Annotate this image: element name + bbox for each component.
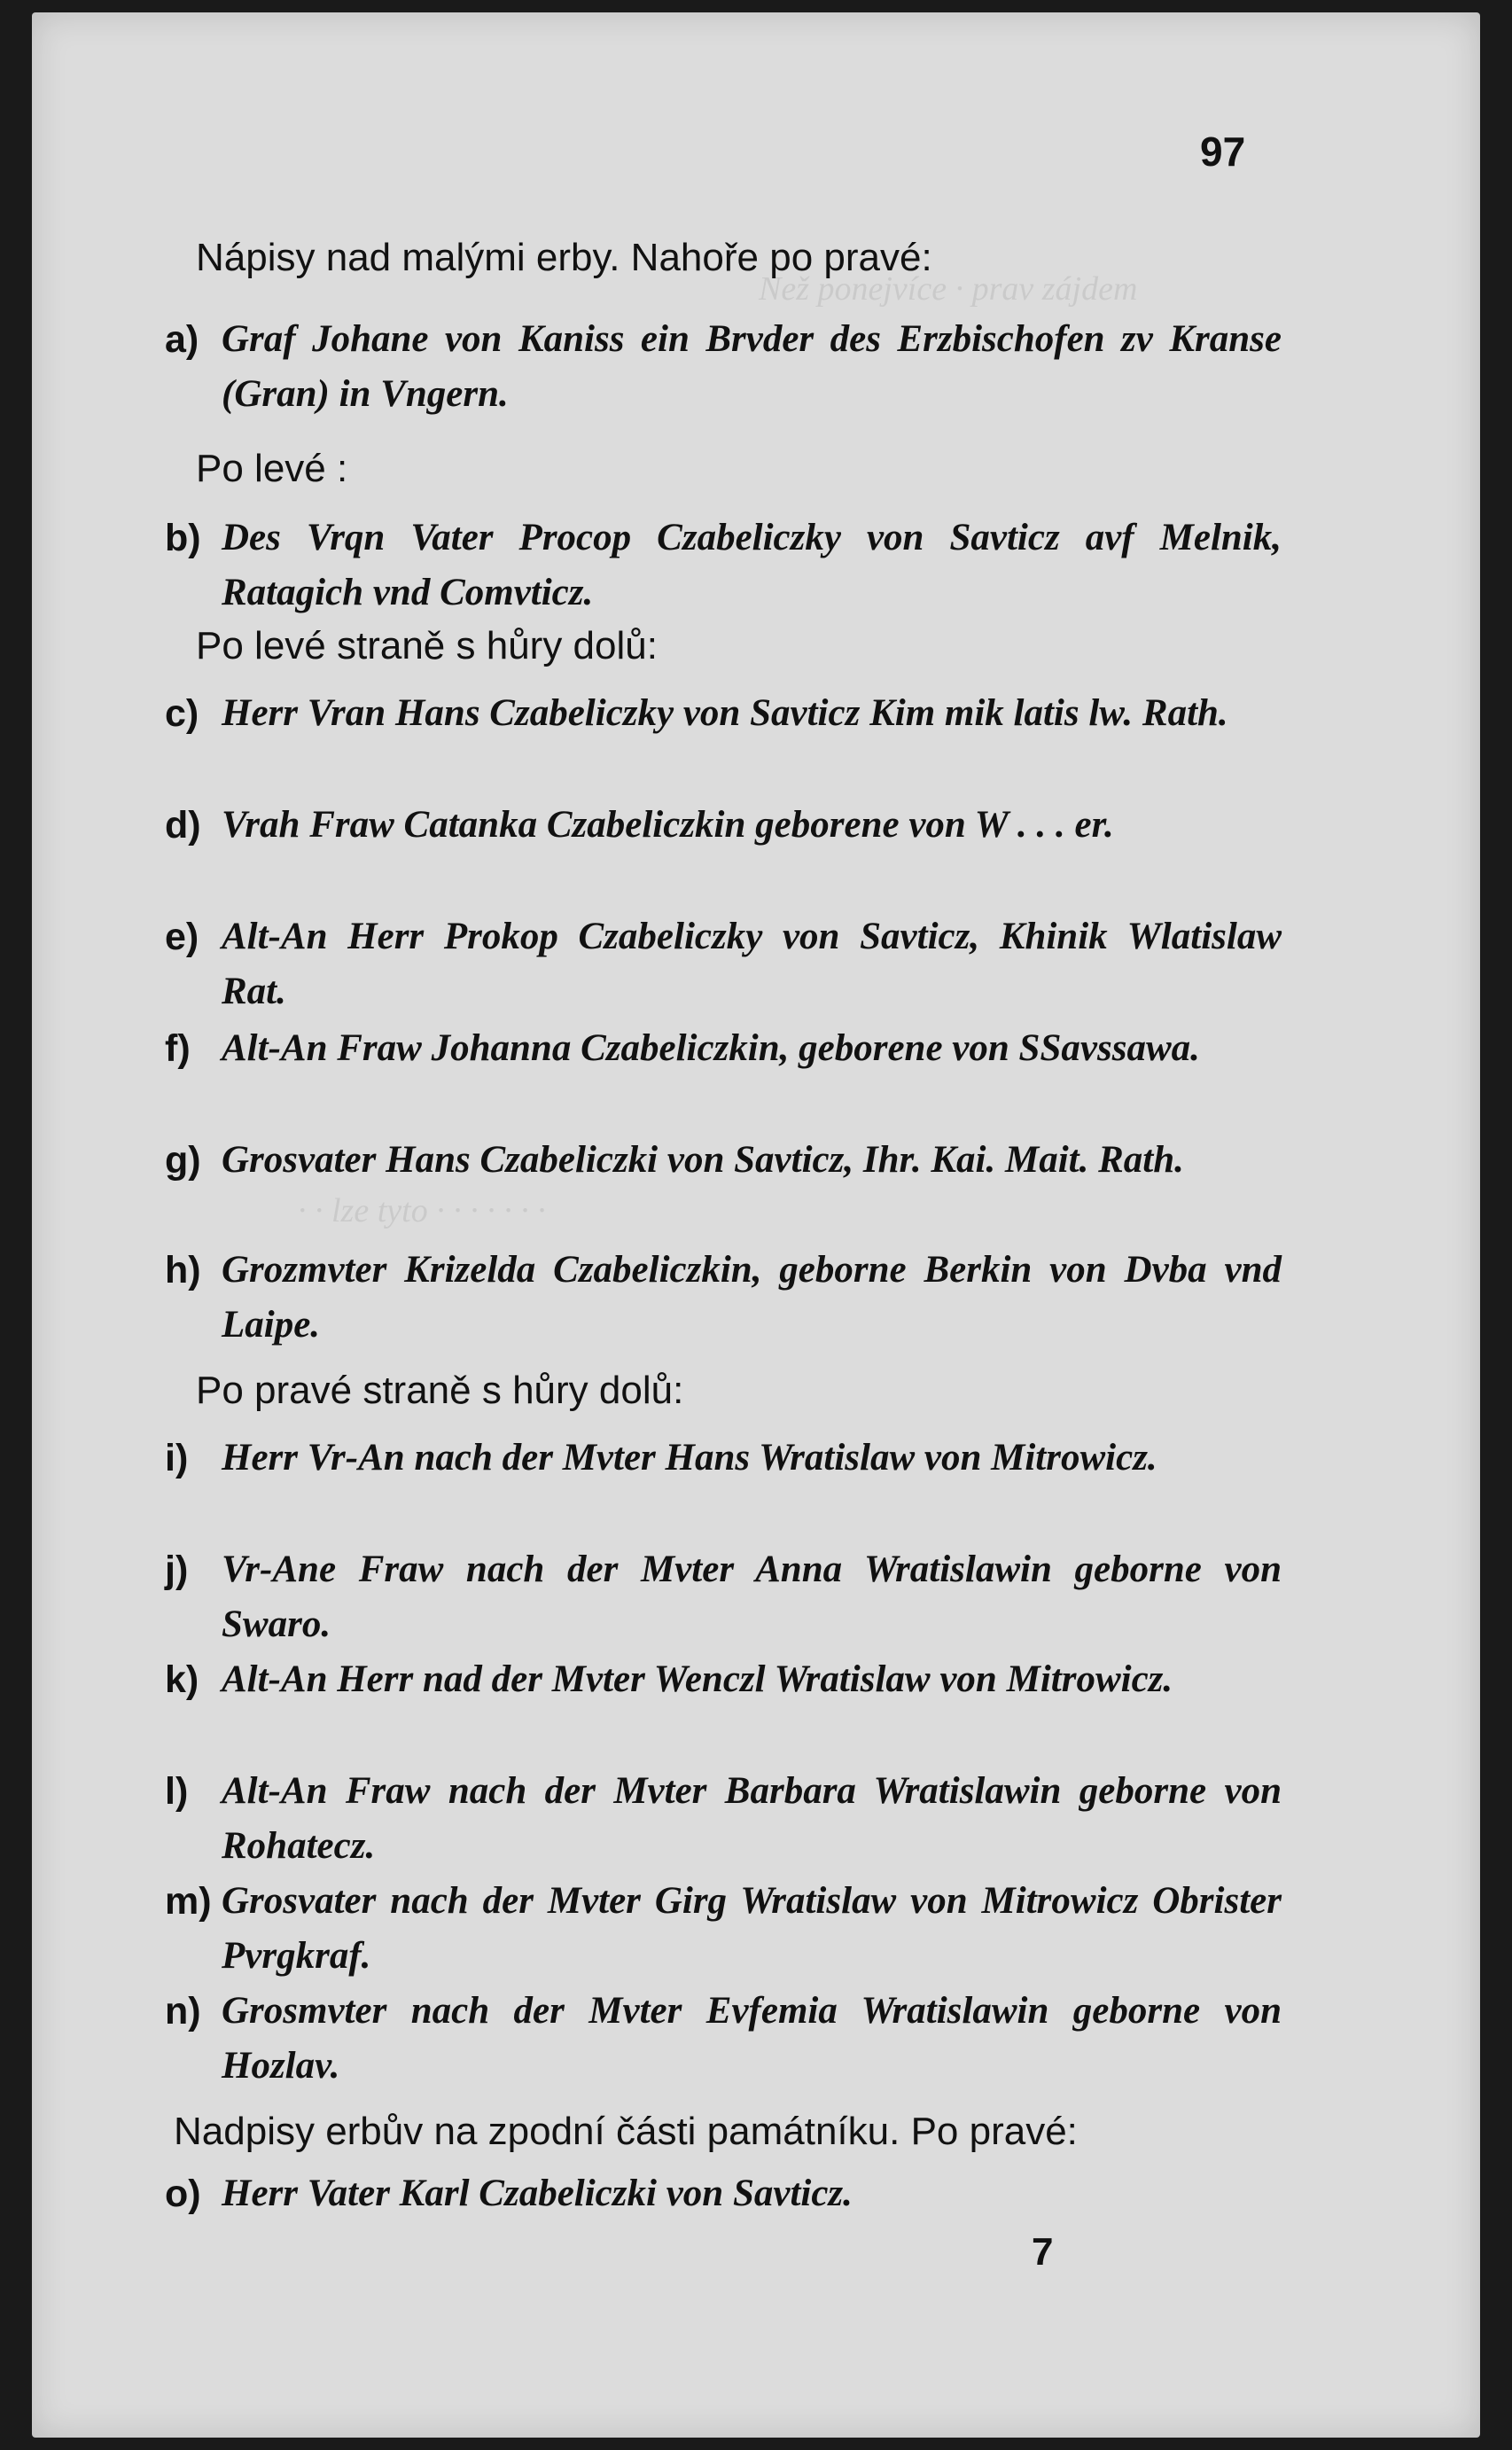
inscription-entry [165, 2166, 1282, 2221]
inscription-entry [165, 312, 1282, 422]
inscription-entry [165, 1764, 1282, 1874]
entry-text: Alt-An Fraw Johanna Czabeliczkin, geborene von SSavssawa. [222, 1027, 1200, 1069]
entry-text: Alt-An Fraw nach der Mvter Barbara Wratislawin geborne von Rohatecz. [222, 1770, 1282, 1867]
entry-letter: k) [165, 1658, 199, 1701]
bleed-through-text: · · lze tyto · · · · · · · [298, 1192, 546, 1229]
section-heading: Po levé : [196, 447, 348, 490]
entry-letter: c) [165, 692, 199, 735]
inscription-entry [165, 909, 1282, 1019]
entry-text: Vr-Ane Fraw nach der Mvter Anna Wratislawin geborne von Swaro. [222, 1549, 1282, 1645]
entry-letter: e) [165, 916, 199, 958]
entry-text: Alt-An Herr nad der Mvter Wenczl Wratislaw von Mitrowicz. [222, 1658, 1173, 1700]
entry-letter: l) [165, 1770, 189, 1813]
inscription-entry [165, 1021, 1282, 1076]
entry-letter: f) [165, 1027, 191, 1070]
entry-letter: d) [165, 804, 201, 847]
entry-text: Grosvater nach der Mvter Girg Wratislaw von Mitrowicz Obrister Pvrgkraf. [222, 1880, 1282, 1977]
inscription-entry [165, 1652, 1282, 1707]
inscription-entry [165, 1542, 1282, 1652]
page-number: 97 [1200, 129, 1246, 175]
entry-letter: o) [165, 2173, 201, 2215]
entry-letter: a) [165, 318, 199, 361]
section-heading: Po pravé straně s hůry dolů: [196, 1369, 684, 1412]
inscription-entry [165, 1874, 1282, 1984]
inscription-entry [165, 798, 1282, 853]
inscription-entry [165, 1133, 1282, 1188]
inscription-entry [165, 1984, 1282, 2094]
section-heading: Nadpisy erbův na zpodní části památníku. Po pravé: [174, 2110, 1078, 2153]
section-heading: Po levé straně s hůry dolů: [196, 624, 658, 667]
bleed-through-text: Než ponejvíce · prav zájdem [759, 270, 1138, 308]
entry-letter: b) [165, 517, 201, 559]
entry-text: Herr Vater Karl Czabeliczki von Savticz. [222, 2173, 853, 2214]
entry-letter: j) [165, 1549, 189, 1591]
inscription-entry [165, 511, 1282, 620]
entry-text: Alt-An Herr Prokop Czabeliczky von Savticz, Khinik Wlatislaw Rat. [222, 916, 1282, 1012]
entry-text: Des Vrqn Vater Procop Czabeliczky von Savticz avf Melnik, Ratagich vnd Comvticz. [222, 517, 1282, 613]
entry-text: Grosmvter nach der Mvter Evfemia Wratislawin geborne von Hozlav. [222, 1990, 1282, 2087]
entry-text: Graf Johane von Kaniss ein Brvder des Erzbischofen zv Kranse (Gran) in Vngern. [222, 318, 1282, 415]
entry-text: Herr Vran Hans Czabeliczky von Savticz Kim mik latis lw. Rath. [222, 692, 1228, 734]
section-heading: Nápisy nad malými erby. Nahoře po pravé: [196, 236, 932, 279]
entry-letter: g) [165, 1139, 201, 1182]
entry-letter: h) [165, 1249, 201, 1291]
entry-letter: i) [165, 1437, 189, 1479]
entry-text: Grozmvter Krizelda Czabeliczkin, geborne Berkin von Dvba vnd Laipe. [222, 1249, 1282, 1346]
inscription-entry [165, 1431, 1282, 1486]
inscription-entry [165, 686, 1282, 741]
entry-text: Grosvater Hans Czabeliczki von Savticz, Ihr. Kai. Mait. Rath. [222, 1139, 1184, 1181]
signature-mark: 7 [1032, 2230, 1054, 2274]
entry-text: Vrah Fraw Catanka Czabeliczkin geborene von W . . . er. [222, 804, 1114, 846]
entry-letter: m) [165, 1880, 212, 1923]
document-page [32, 12, 1480, 2438]
entry-letter: n) [165, 1990, 201, 2033]
entry-text: Herr Vr-An nach der Mvter Hans Wratislaw von Mitrowicz. [222, 1437, 1157, 1479]
inscription-entry [165, 1243, 1282, 1353]
